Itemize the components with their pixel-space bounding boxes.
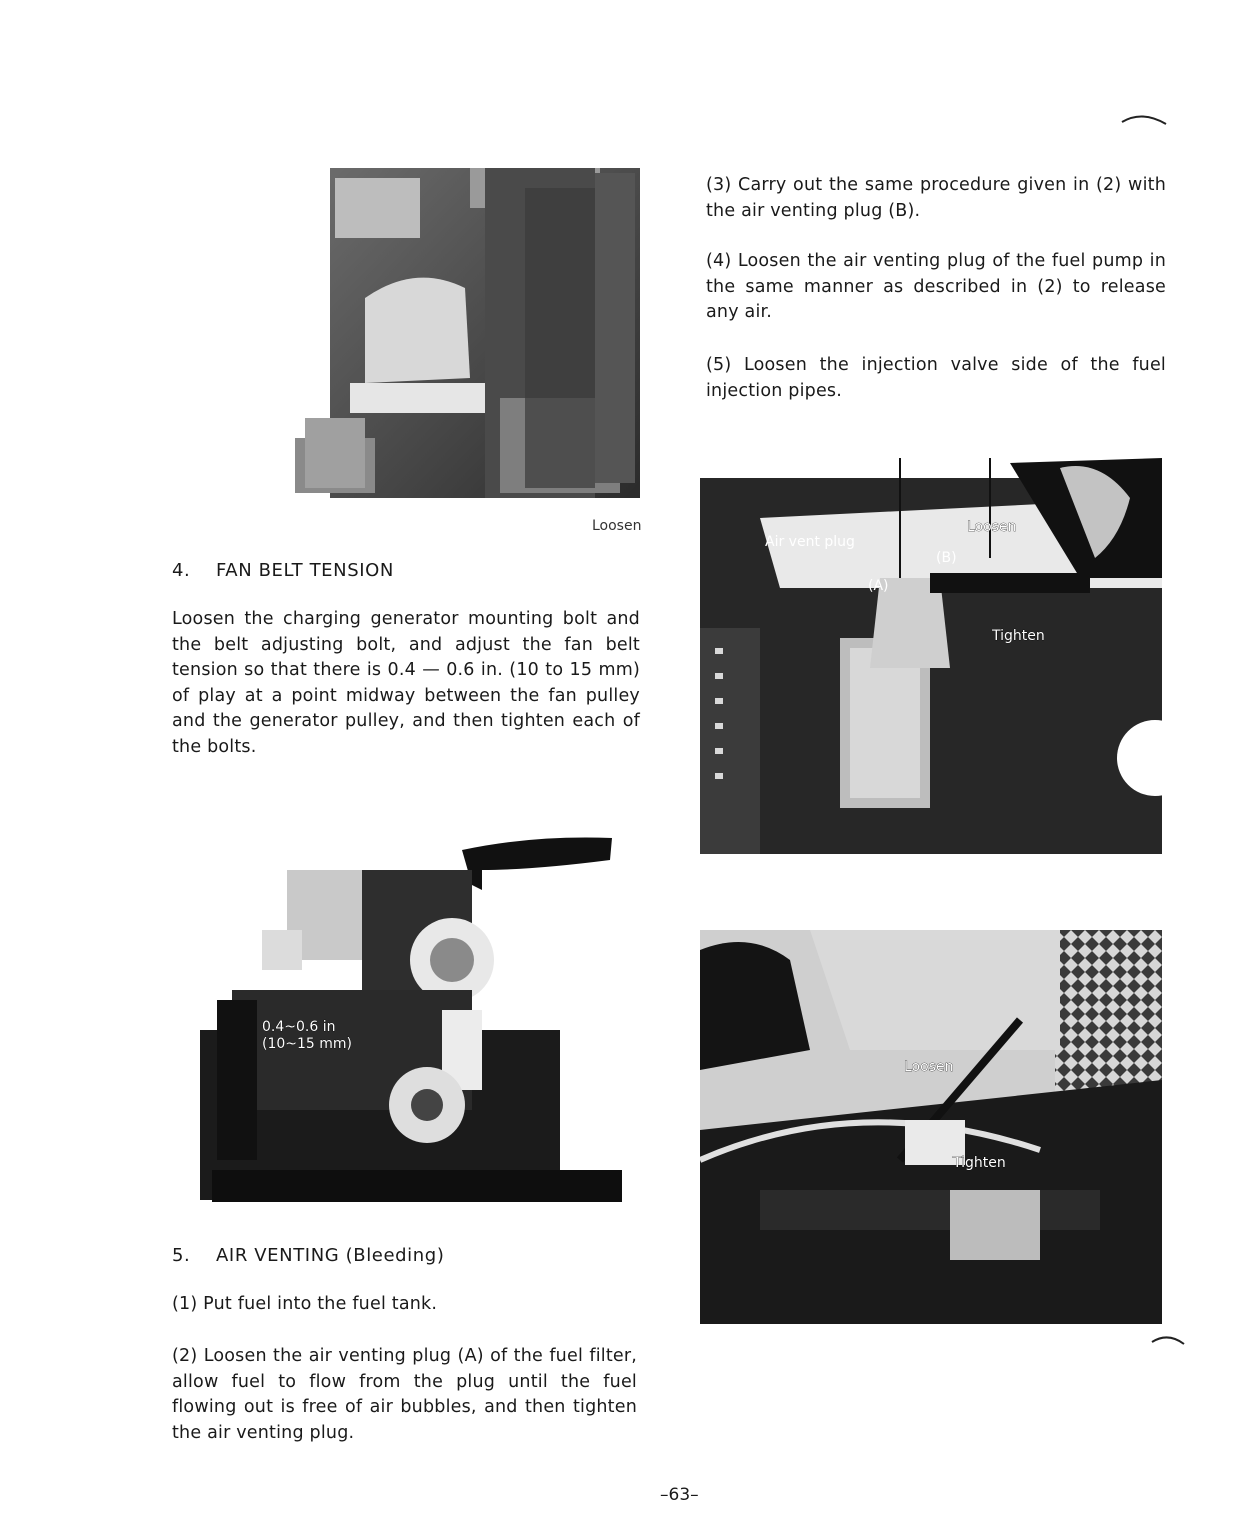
photo-injection-pipe <box>700 930 1162 1324</box>
page-number: –63– <box>660 1485 699 1505</box>
section-5-step-1: (1) Put fuel into the fuel tank. <box>172 1294 438 1314</box>
plug-b-label: (B) <box>936 550 957 566</box>
corner-mark-top-right <box>1120 110 1170 130</box>
pipe-loosen-label: Loosen <box>904 1059 954 1075</box>
section-5-title: AIR VENTING (Bleeding) <box>216 1245 445 1266</box>
belt-play-label-2: (10~15 mm) <box>262 1036 353 1052</box>
pipe-tighten-label: Tighten <box>953 1155 1006 1171</box>
section-4-heading <box>172 560 394 581</box>
photo-generator-bracket <box>295 168 640 523</box>
filter-loosen-label: Loosen <box>967 519 1017 535</box>
photo-fuel-filter <box>700 458 1162 854</box>
section-4-body: Loosen the charging generator mounting bolt and the belt adjusting bolt, and adjust the fan belt tension so that there is 0.4 — 0.6 in. (10 to 15 mm) of play at a point midway between the fan pulley and the generator pulley, and then tighten each of the bolts. <box>172 609 640 757</box>
step-3: (3) Carry out the same procedure given in (2) with the air venting plug (B). <box>706 175 1166 221</box>
section-4-number: 4. <box>172 560 191 581</box>
photo-fan-belt <box>172 830 622 1202</box>
filter-tighten-label: Tighten <box>992 628 1045 644</box>
step-4: (4) Loosen the air venting plug of the fuel pump in the same manner as described in (2) to release any air. <box>706 251 1166 322</box>
photo-top-label: Loosen <box>592 518 642 534</box>
corner-mark-bottom-right <box>1150 1330 1190 1352</box>
plug-a-label: (A) <box>868 578 889 594</box>
belt-play-label-1: 0.4~0.6 in <box>262 1019 336 1035</box>
section-5-heading <box>172 1245 444 1266</box>
step-5: (5) Loosen the injection valve side of the fuel injection pipes. <box>706 355 1166 401</box>
section-4-title: FAN BELT TENSION <box>216 560 394 581</box>
section-5-number: 5. <box>172 1245 191 1266</box>
section-5-step-2: (2) Loosen the air venting plug (A) of the fuel filter, allow fuel to flow from the plug until the fuel flowing out is free of air bubbles, and then tighten the air venting plug. <box>172 1346 637 1443</box>
air-vent-plug-label: Air vent plug <box>765 534 855 550</box>
